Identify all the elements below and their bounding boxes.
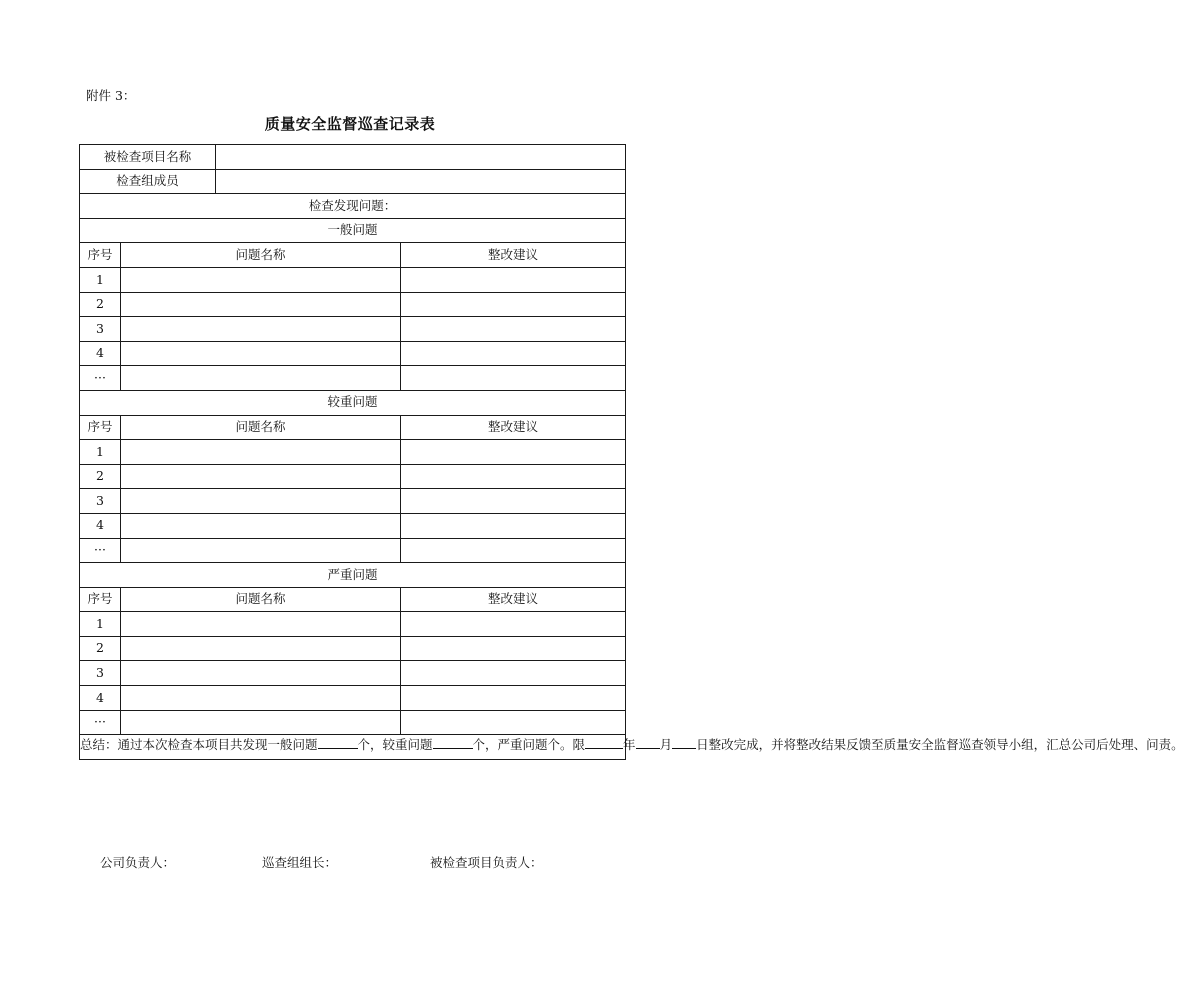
team-members-label: 检查组成员: [80, 169, 216, 194]
row-index: 4: [80, 513, 121, 538]
suggestion-cell[interactable]: [401, 636, 626, 661]
issue-name-cell[interactable]: [121, 440, 401, 465]
issue-name-cell[interactable]: [121, 661, 401, 686]
findings-heading-row: [80, 194, 626, 219]
issue-name-cell[interactable]: [121, 538, 401, 563]
issue-name-cell[interactable]: [121, 710, 401, 735]
row-index: 3: [80, 661, 121, 686]
table-row: [80, 267, 626, 292]
day-blank[interactable]: [672, 735, 696, 749]
col-suggestion-header: 整改建议: [401, 243, 626, 268]
col-suggestion-header: 整改建议: [401, 415, 626, 440]
table-row: [80, 612, 626, 637]
column-header-row: [80, 587, 626, 612]
suggestion-cell[interactable]: [401, 612, 626, 637]
row-index: 2: [80, 464, 121, 489]
row-index: 2: [80, 292, 121, 317]
team-members-field[interactable]: [216, 169, 626, 194]
suggestion-cell[interactable]: [401, 317, 626, 342]
issue-name-cell[interactable]: [121, 612, 401, 637]
issue-name-cell[interactable]: [121, 464, 401, 489]
summary-row: [80, 735, 626, 760]
col-suggestion-header: 整改建议: [401, 587, 626, 612]
table-row: [80, 317, 626, 342]
table-row: [80, 366, 626, 391]
table-row: [80, 636, 626, 661]
table-row: [80, 440, 626, 465]
row-index: ···: [80, 538, 121, 563]
row-index: ···: [80, 710, 121, 735]
project-head-signature: 被检查项目负责人：: [430, 855, 543, 870]
issue-name-cell[interactable]: [121, 636, 401, 661]
row-index: 1: [80, 440, 121, 465]
suggestion-cell[interactable]: [401, 686, 626, 711]
issue-name-cell[interactable]: [121, 341, 401, 366]
row-index: 1: [80, 267, 121, 292]
col-issue-name-header: 问题名称: [121, 587, 401, 612]
row-index: 3: [80, 317, 121, 342]
summary-text-3: 个，严重问题个。限: [472, 737, 586, 753]
summary-text-5: 月: [659, 737, 673, 753]
row-index: 4: [80, 686, 121, 711]
issue-name-cell[interactable]: [121, 292, 401, 317]
summary-text-1: 总结：通过本次检查本项目共发现一般问题: [80, 737, 318, 753]
attachment-label: 附件 3：: [86, 88, 136, 103]
table-row: [80, 513, 626, 538]
suggestion-cell[interactable]: [401, 464, 626, 489]
section-title: 较重问题: [80, 390, 626, 415]
row-index: ···: [80, 366, 121, 391]
table-row: [80, 464, 626, 489]
team-members-row: [80, 169, 626, 194]
col-index-header: 序号: [80, 587, 121, 612]
company-head-signature: 公司负责人：: [100, 855, 176, 870]
table-row: [80, 341, 626, 366]
issue-name-cell[interactable]: [121, 686, 401, 711]
section-title: 一般问题: [80, 218, 626, 243]
column-header-row: [80, 243, 626, 268]
inspection-record-table: [79, 144, 1184, 760]
table-row: [80, 661, 626, 686]
project-name-label: 被检查项目名称: [80, 145, 216, 170]
table-row: [80, 686, 626, 711]
summary-text-6: 日整改完成，并将整改结果反馈至质量安全监督巡查领导小组，汇总公司后处理、问责。: [696, 737, 1184, 753]
table-row: [80, 292, 626, 317]
major-count-blank[interactable]: [433, 735, 473, 749]
team-leader-signature: 巡查组组长：: [262, 855, 338, 870]
suggestion-cell[interactable]: [401, 513, 626, 538]
year-blank[interactable]: [585, 735, 623, 749]
row-index: 2: [80, 636, 121, 661]
suggestion-cell[interactable]: [401, 538, 626, 563]
suggestion-cell[interactable]: [401, 489, 626, 514]
row-index: 1: [80, 612, 121, 637]
issue-name-cell[interactable]: [121, 267, 401, 292]
suggestion-cell[interactable]: [401, 710, 626, 735]
suggestion-cell[interactable]: [401, 661, 626, 686]
table-row: [80, 538, 626, 563]
issue-name-cell[interactable]: [121, 489, 401, 514]
col-index-header: 序号: [80, 243, 121, 268]
issue-name-cell[interactable]: [121, 317, 401, 342]
col-issue-name-header: 问题名称: [121, 415, 401, 440]
findings-heading: 检查发现问题：: [80, 194, 626, 219]
summary-text-4: 年: [623, 737, 636, 753]
project-name-row: [80, 145, 626, 170]
issue-name-cell[interactable]: [121, 366, 401, 391]
summary-cell: [80, 735, 1184, 760]
suggestion-cell[interactable]: [401, 440, 626, 465]
section-title-row: [80, 390, 626, 415]
section-title-row: [80, 563, 626, 588]
issue-name-cell[interactable]: [121, 513, 401, 538]
column-header-row: [80, 415, 626, 440]
section-title-row: [80, 218, 626, 243]
general-count-blank[interactable]: [318, 735, 358, 749]
suggestion-cell[interactable]: [401, 366, 626, 391]
table-row: [80, 710, 626, 735]
month-blank[interactable]: [636, 735, 660, 749]
project-name-field[interactable]: [216, 145, 626, 170]
suggestion-cell[interactable]: [401, 341, 626, 366]
section-title: 严重问题: [80, 563, 626, 588]
table-row: [80, 489, 626, 514]
summary-text-2: 个，较重问题: [357, 737, 433, 753]
row-index: 4: [80, 341, 121, 366]
row-index: 3: [80, 489, 121, 514]
col-issue-name-header: 问题名称: [121, 243, 401, 268]
col-index-header: 序号: [80, 415, 121, 440]
suggestion-cell[interactable]: [401, 267, 626, 292]
document-title: 质量安全监督巡查记录表: [264, 115, 436, 133]
suggestion-cell[interactable]: [401, 292, 626, 317]
